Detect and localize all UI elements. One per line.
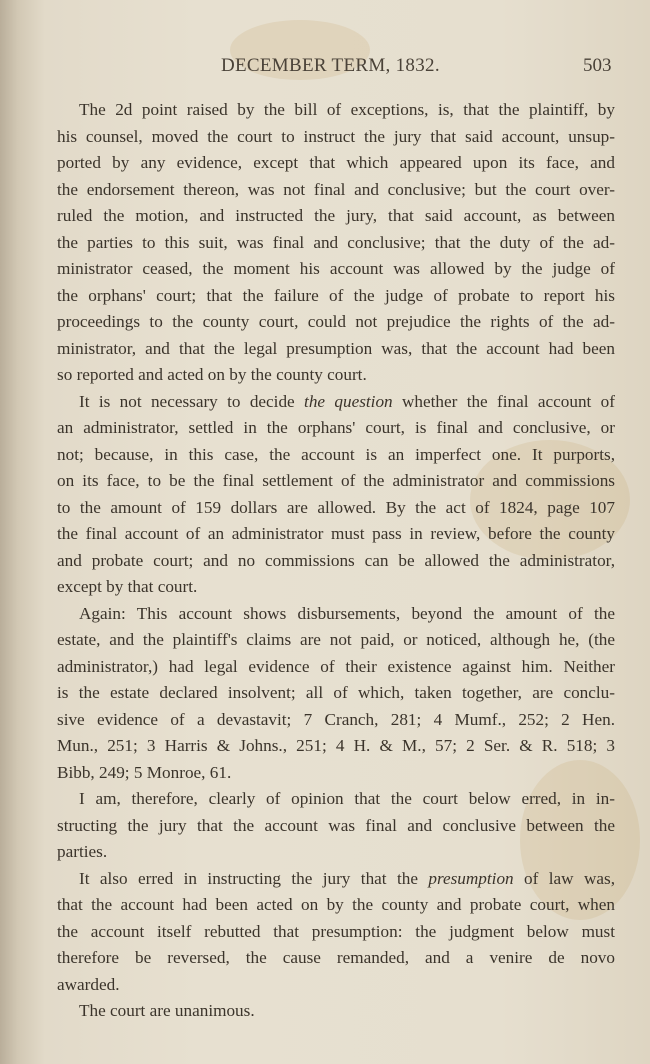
text-line: Again: This account shows disbursements, beyond the amount of the — [79, 603, 615, 623]
paragraph — [57, 601, 615, 787]
page-header — [0, 52, 650, 80]
paragraph — [57, 786, 615, 866]
text-line: estate, and the plaintiff's claims are not paid, or noticed, although he, (the — [57, 630, 615, 649]
paragraph — [57, 389, 615, 601]
text-line: the parties to this suit, was final and conclusive; that the duty of the ad- — [57, 232, 615, 252]
text-line: to the amount of 159 dollars are allowed. By the act of 1824, page 107 — [57, 497, 615, 517]
text-line: the final account of an administrator must pass in review, before the county — [57, 524, 615, 543]
paragraph — [57, 866, 615, 999]
text-line: structing the jury that the account was final and conclusive between the — [57, 815, 615, 835]
text-line: The 2d point raised by the bill of exceptions, is, that the plaintiff, by — [79, 100, 615, 119]
text-line: and probate court; and no commissions can be allowed the administrator, — [57, 550, 615, 570]
paragraph — [57, 97, 615, 389]
text-line: his counsel, moved the court to instruct the jury that said account, unsup- — [57, 126, 615, 146]
text-line: the account itself rebutted that presumption: the judgment below must — [57, 921, 615, 941]
text-line: It is not necessary to decide the question whether the final account of — [79, 391, 615, 411]
text-line: the endorsement thereon, was not final and conclusive; but the court over- — [57, 179, 615, 199]
text-line: It also erred in instructing the jury that the presumption of law was, — [79, 868, 615, 888]
text-line: administrator,) had legal evidence of their existence against him. Neither — [57, 656, 615, 676]
paragraph — [57, 998, 615, 1025]
text-line: sive evidence of a devastavit; 7 Cranch, 281; 4 Mumf., 252; 2 Hen. — [57, 709, 615, 729]
text-line: that the account had been acted on by the county and probate court, when — [57, 895, 615, 914]
text-line: ported by any evidence, except that which appeared upon its face, and — [57, 153, 615, 172]
text-line: parties. — [57, 842, 108, 861]
text-line: I am, therefore, clearly of opinion that the court below erred, in in- — [79, 789, 615, 808]
text-line: proceedings to the county court, could not prejudice the rights of the ad- — [57, 312, 615, 331]
text-line: is the estate declared insolvent; all of which, taken together, are conclu- — [57, 683, 615, 702]
italic-phrase: presumption — [428, 868, 514, 888]
running-title: DECEMBER TERM, 1832. — [221, 55, 440, 76]
italic-phrase: the question — [304, 391, 393, 411]
page-body — [57, 97, 615, 1025]
text-line: Mun., 251; 3 Harris & Johns., 251; 4 H. & M., 57; 2 Ser. & R. 518; 3 — [57, 736, 615, 755]
page-number: 503 — [583, 55, 612, 76]
text-line: an administrator, settled in the orphans' court, is final and conclusive, or — [57, 418, 615, 437]
text-line: therefore be reversed, the cause remanded, and a venire de novo — [57, 948, 615, 967]
text-line: ministrator ceased, the moment his account was allowed by the judge of — [57, 259, 615, 278]
text-line: except by that court. — [57, 577, 198, 596]
text-line: so reported and acted on by the county court. — [57, 365, 367, 384]
text-line: not; because, in this case, the account is an imperfect one. It purports, — [57, 444, 615, 464]
text-line: ministrator, and that the legal presumption was, that the account had been — [57, 338, 615, 358]
text-line: on its face, to be the final settlement of the administrator and commissions — [57, 471, 615, 490]
text-line: The court are unanimous. — [79, 1001, 255, 1020]
text-line: ruled the motion, and instructed the jury, that said account, as between — [57, 206, 615, 225]
text-line: Bibb, 249; 5 Monroe, 61. — [57, 762, 232, 782]
text-line: the orphans' court; that the failure of the judge of probate to report his — [57, 285, 615, 305]
text-line: awarded. — [57, 974, 120, 994]
